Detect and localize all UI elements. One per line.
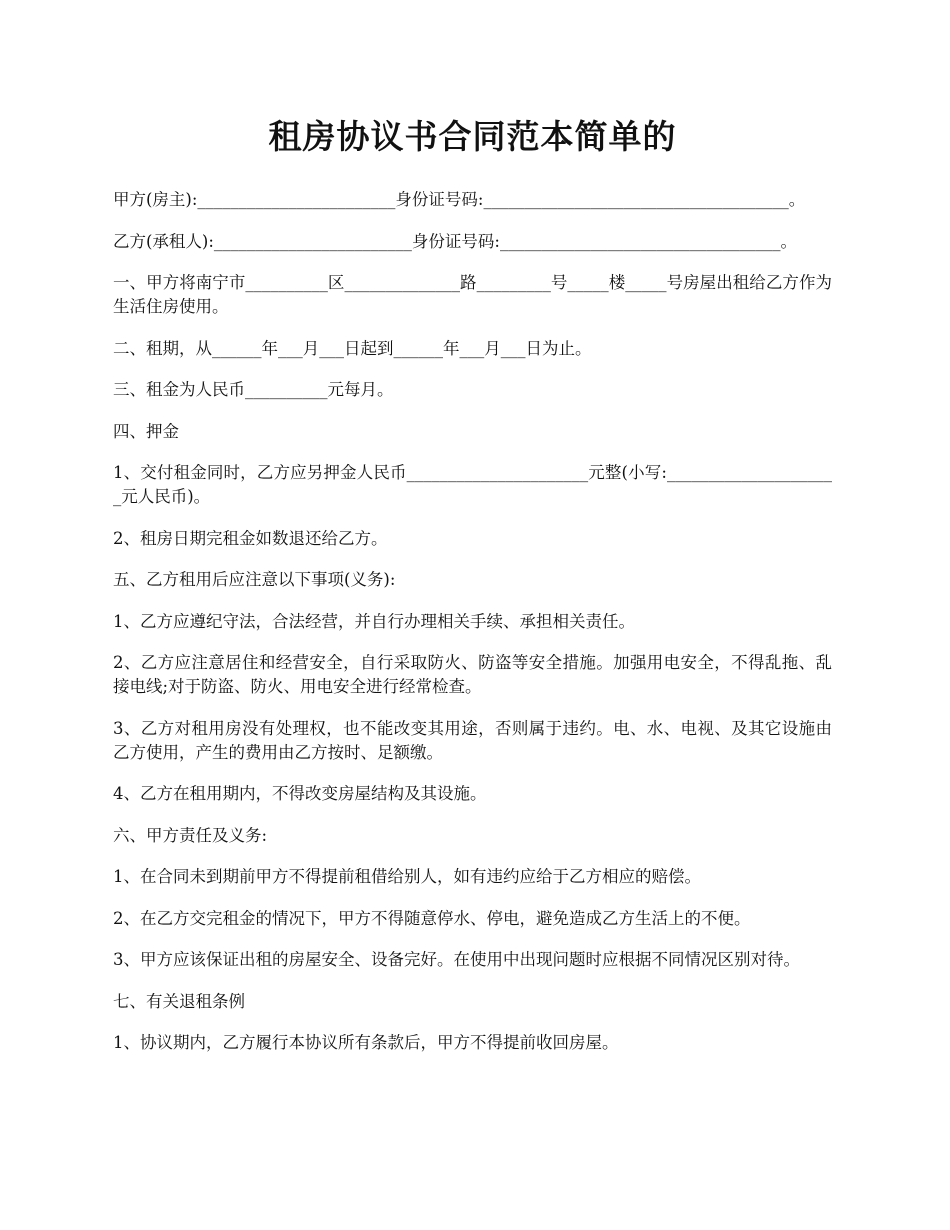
party-b-line: 乙方(承租人):________________________身份证号码:__________________________________。 xyxy=(113,231,797,251)
clause-5-item-4: 4、乙方在租用期内，不得改变房屋结构及其设施。 xyxy=(113,784,487,803)
clause-5-heading: 五、乙方租用后应注意以下事项(义务): xyxy=(113,570,396,589)
clause-5-item-1: 1、乙方应遵纪守法，合法经营，并自行办理相关手续、承担相关责任。 xyxy=(113,611,635,631)
clause-2-term: 二、租期，从______年___月___日起到______年___月___日为止。 xyxy=(113,338,592,358)
clause-1-premises: 一、甲方将南宁市__________区______________路_________号_____楼_____号房屋出租给乙方作为生活住房使用。 xyxy=(113,273,832,316)
clause-4-item-2: 2、租房日期完租金如数退还给乙方。 xyxy=(113,528,388,548)
clause-7-heading: 七、有关退租条例 xyxy=(113,991,245,1011)
clause-6-item-3: 3、甲方应该保证出租的房屋安全、设备完好。在使用中出现问题时应根据不同情况区别对待。 xyxy=(113,950,800,969)
clause-3-rent: 三、租金为人民币__________元每月。 xyxy=(113,380,394,399)
clause-4-item-1: 1、交付租金同时，乙方应另押金人民币______________________元整(小写:_____________________元人民币)。 xyxy=(113,463,832,506)
clause-6-heading: 六、甲方责任及义务: xyxy=(113,825,268,845)
document-body xyxy=(113,188,832,1055)
clause-5-item-3: 3、乙方对租用房没有处理权，也不能改变其用途，否则属于违约。电、水、电视、及其它设施由乙方使用，产生的费用由乙方按时、足额缴。 xyxy=(113,718,832,762)
clause-6-item-1: 1、在合同未到期前甲方不得提前租借给别人，如有违约应给于乙方相应的赔偿。 xyxy=(113,867,701,886)
clause-6-item-2: 2、在乙方交完租金的情况下，甲方不得随意停水、停电，避免造成乙方生活上的不便。 xyxy=(113,908,751,928)
clause-7-item-1: 1、协议期内，乙方履行本协议所有条款后，甲方不得提前收回房屋。 xyxy=(113,1033,619,1052)
clause-5-item-2: 2、乙方应注意居住和经营安全，自行采取防火、防盗等安全措施。加强用电安全，不得乱拖、乱接电线;对于防盗、防火、用电安全进行经常检查。 xyxy=(113,653,832,696)
party-a-line: 甲方(房主):________________________身份证号码:_____________________________________。 xyxy=(113,190,806,209)
document-title: 租房协议书合同范本简单的 xyxy=(268,117,677,156)
clause-4-heading: 四、押金 xyxy=(113,421,179,441)
